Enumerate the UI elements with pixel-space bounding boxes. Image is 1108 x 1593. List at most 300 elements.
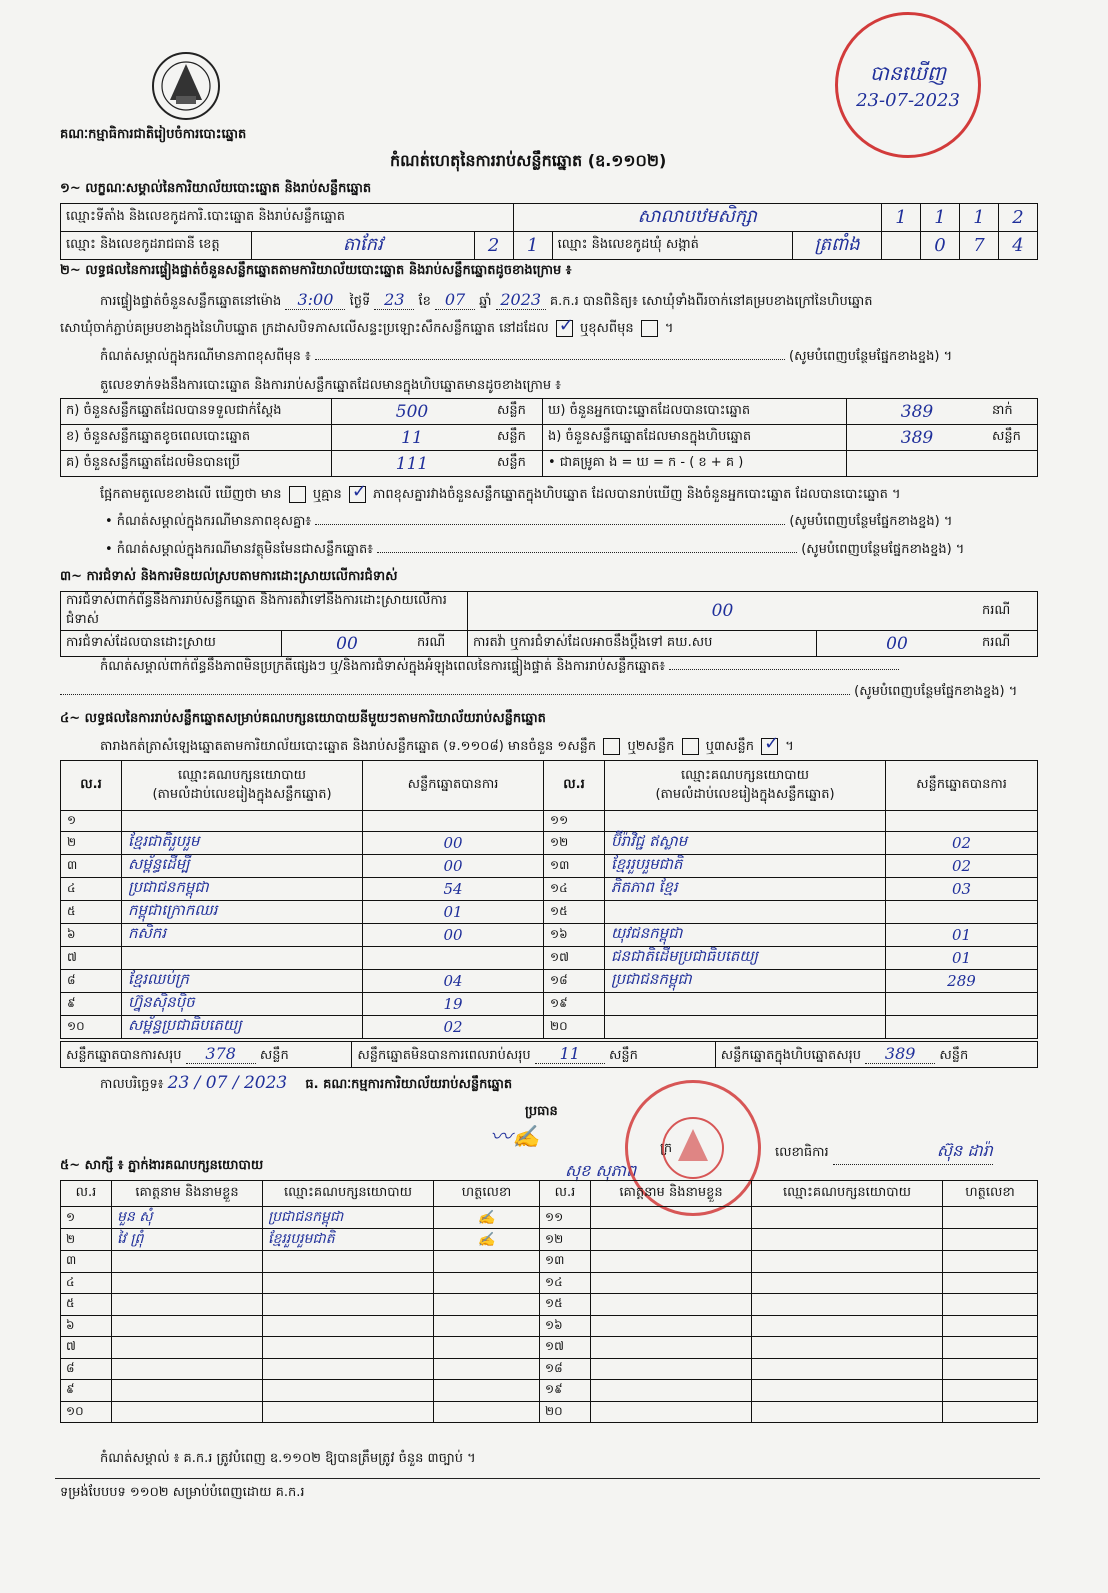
party-name <box>122 811 363 832</box>
bullet1-dots <box>315 524 785 525</box>
total-invalid-unit: សន្លឹក <box>608 1047 638 1063</box>
result-row <box>61 900 1038 923</box>
count-table <box>60 398 1038 477</box>
party-votes <box>363 811 544 832</box>
no-diff-checkbox[interactable] <box>349 486 366 503</box>
province-label: ឈ្មោះ និងលេខកូដរាជធានី ខេត្ត <box>61 232 252 260</box>
stamp-label: បានឃើញ <box>869 60 947 85</box>
col-party-left-title: ឈ្មោះគណបក្សនយោបាយ <box>178 767 306 783</box>
witness-row <box>61 1207 1038 1229</box>
party-name: ជនជាតិដើមប្រជាធិបតេយ្យ <box>605 946 886 969</box>
party-votes: 01 <box>886 923 1038 946</box>
witness-signature <box>434 1401 540 1423</box>
witness-signature <box>943 1315 1038 1337</box>
party-name: យុវជនកម្ពុជា <box>605 923 886 946</box>
witness-no: ១៥ <box>540 1294 591 1316</box>
bullet1-suffix: (សូមបំពេញបន្ថែមផ្នែកខាងខ្នង) ។ <box>789 514 953 529</box>
bullet2-line <box>105 541 964 560</box>
party-name: ប៊ីរ៉ាវិជ្ជ ឥស្លាម <box>605 831 886 854</box>
witness-name <box>591 1315 752 1337</box>
witness-signature <box>434 1294 540 1316</box>
section2-note1 <box>100 348 1050 367</box>
party-votes: 02 <box>363 1015 544 1038</box>
count-right-label: ឃ) ចំនួនអ្នកបោះឆ្នោតដែលបានបោះឆ្នោត <box>543 399 847 425</box>
witness-party <box>263 1294 434 1316</box>
party-votes <box>886 992 1038 1015</box>
opt2-label: ឬ២សន្លឹក <box>627 739 675 754</box>
total-valid-label: សន្លឹកឆ្នោតបានការសរុប <box>66 1047 182 1063</box>
witness-signature <box>434 1380 540 1402</box>
party-no: ១៩ <box>544 992 605 1015</box>
station-table <box>60 203 1038 260</box>
bullet2-suffix: (សូមបំពេញបន្ថែមផ្នែកខាងខ្នង) ។ <box>801 542 965 557</box>
col-party-left <box>122 761 363 811</box>
party-votes: 02 <box>886 831 1038 854</box>
party-votes: 00 <box>363 923 544 946</box>
check-month: 07 <box>435 290 475 310</box>
party-votes: 54 <box>363 877 544 900</box>
witness-no: ១៩ <box>540 1380 591 1402</box>
committee-name: គណៈកម្មាធិការជាតិរៀបចំការបោះឆ្នោត <box>60 127 247 142</box>
count-left-label: ក) ចំនួនសន្លឹកឆ្នោតដែលបានទទួលជាក់ស្តែង <box>61 399 332 425</box>
party-name: ភិតភាព ខ្មែរ <box>605 877 886 900</box>
opt3-label: ឬ៣សន្លឹក <box>705 739 754 754</box>
party-name: កសិករ <box>122 923 363 946</box>
col-party-right-title: ឈ្មោះគណបក្សនយោបាយ <box>681 767 809 783</box>
party-no: ៣ <box>61 854 122 877</box>
result-row <box>61 831 1038 854</box>
same-checkbox[interactable] <box>556 320 573 337</box>
witness-no: ១ <box>61 1207 112 1229</box>
station-code-3: 1 <box>960 204 999 232</box>
party-name: សម្ព័ន្ធប្រជាធិបតេយ្យ <box>122 1015 363 1038</box>
witness-row <box>61 1380 1038 1402</box>
count-right-unit: នាក់ <box>987 399 1038 425</box>
witness-name <box>591 1380 752 1402</box>
section3-note-text: កំណត់សម្គាល់ពាក់ព័ន្ធនឹងភាពមិនប្រក្រតីផ្សេងៗ ឬ/និងការជំទាស់ក្នុងអំឡុងពេលនៃការផ្ទៀងផ្ទាត់ និងការរាប់សន្លឹកឆ្នោត៖ <box>100 659 666 674</box>
witness-party <box>263 1315 434 1337</box>
result-row <box>61 854 1038 877</box>
party-name <box>605 1015 886 1038</box>
count-left-value: 11 <box>332 425 493 451</box>
witness-signature <box>434 1315 540 1337</box>
party-votes <box>886 811 1038 832</box>
bullet1-text: • កំណត់សម្គាល់ក្នុងករណីមានភាពខុសគ្នា៖ <box>105 514 312 529</box>
witness-signature <box>943 1294 1038 1316</box>
party-votes: 289 <box>886 969 1038 992</box>
one-sheet-checkbox[interactable] <box>603 738 620 755</box>
form-title: កំណត់ហេតុនៃការរាប់សន្លឹកឆ្នោត (ឧ.១១០២) <box>390 151 667 170</box>
witness-signature <box>943 1251 1038 1273</box>
objection-count: 00 <box>468 592 978 631</box>
results-table <box>60 760 1038 1039</box>
witness-no: ១១ <box>540 1207 591 1229</box>
witness-party: ខ្មែររួបរួមជាតិ <box>263 1229 434 1251</box>
witness-name <box>112 1272 263 1294</box>
witness-party <box>752 1229 943 1251</box>
party-no: ៨ <box>61 969 122 992</box>
check-time: 3:00 <box>285 290 345 310</box>
bullet2-text: • កំណត់សម្គាល់ក្នុងករណីមានវត្ថុមិនមែនជាសន្លឹកឆ្នោត៖ <box>105 542 373 557</box>
witness-party <box>752 1207 943 1229</box>
total-valid-unit: សន្លឹក <box>259 1047 289 1063</box>
check-year: 2023 <box>496 290 546 310</box>
date-value: 23 / 07 / 2023 <box>167 1073 288 1093</box>
witness-signature <box>943 1380 1038 1402</box>
section2-para3: តួលេខទាក់ទងនឹងការបោះឆ្នោត និងការរាប់សន្លឹកឆ្នោតដែលមានក្នុងហិបឆ្នោតមានដូចខាងក្រោម ៖ <box>100 378 561 393</box>
party-no: ១១ <box>544 811 605 832</box>
date-label: កាលបរិច្ឆេទ៖ <box>100 1077 164 1092</box>
col-votes-left: សន្លឹកឆ្នោតបានការ <box>363 761 544 811</box>
party-votes <box>886 900 1038 923</box>
commune-label: ឈ្មោះ និងលេខកូដឃុំ សង្កាត់ <box>552 232 792 260</box>
witness-signature <box>434 1358 540 1380</box>
appeal-unit: ករណី <box>977 631 1038 657</box>
witness-no: ២០ <box>540 1401 591 1423</box>
witness-signature <box>434 1337 540 1359</box>
witness-name: វៃ ព្រុំ <box>112 1229 263 1251</box>
party-name <box>605 992 886 1015</box>
party-name: សម្ព័ន្ធដើម្បី <box>122 854 363 877</box>
witness-signature <box>943 1401 1038 1423</box>
result-row <box>61 877 1038 900</box>
para4-c: ភាពខុសគ្នារវាងចំនួនសន្លឹកឆ្នោតក្នុងហិបឆ្នោត ដែលបានរាប់ឃើញ និងចំនួនអ្នកបោះឆ្នោត ដែលបានបោះឆ្នោត ។ <box>373 487 901 502</box>
witness-signature <box>943 1229 1038 1251</box>
witness-name <box>112 1294 263 1316</box>
section1-title: ១~ លក្ខណៈសម្គាល់នៃការិយាល័យបោះឆ្នោត និងរាប់សន្លឹកឆ្នោត <box>60 181 372 196</box>
emblem-icon <box>150 50 222 122</box>
witness-name <box>591 1358 752 1380</box>
witness-name <box>112 1401 263 1423</box>
count-left-unit: សន្លឹក <box>492 399 543 425</box>
station-code-2: 1 <box>921 204 960 232</box>
party-votes: 19 <box>363 992 544 1015</box>
witness-party <box>752 1380 943 1402</box>
w-col-party-right: ឈ្មោះគណបក្សនយោបាយ <box>752 1181 943 1207</box>
count-row <box>61 451 1038 477</box>
result-row <box>61 811 1038 832</box>
footnote: កំណត់សម្គាល់ ៖ គ.ក.រ ត្រូវបំពេញ ឧ.១១០២ ឱ្យបានត្រឹមត្រូវ ចំនួន ៣ច្បាប់ ។ <box>100 1451 476 1466</box>
check-day: 23 <box>374 290 414 310</box>
commune-code-2: 7 <box>960 232 999 260</box>
witness-name <box>112 1251 263 1273</box>
footer-divider <box>55 1478 1040 1479</box>
witness-row <box>61 1229 1038 1251</box>
witness-name <box>591 1294 752 1316</box>
w-col-no-left: ល.រ <box>61 1181 112 1207</box>
witness-signature <box>434 1272 540 1294</box>
note1-line <box>315 359 785 360</box>
witness-row <box>61 1337 1038 1359</box>
count-right-value: 389 <box>847 425 988 451</box>
witness-row <box>61 1401 1038 1423</box>
section2-para4 <box>100 486 1050 505</box>
appeal-count: 00 <box>817 631 978 657</box>
witness-no: ៨ <box>61 1358 112 1380</box>
objection-unit: ករណី <box>977 592 1038 631</box>
note1-suffix: (សូមបំពេញបន្ថែមផ្នែកខាងខ្នង) ។ <box>789 349 953 364</box>
w-col-sign-left: ហត្ថលេខា <box>434 1181 540 1207</box>
secretary-label: លេខាធិការ <box>775 1145 829 1160</box>
witness-signature <box>434 1251 540 1273</box>
party-votes: 00 <box>363 831 544 854</box>
count-left-label: ខ) ចំនួនសន្លឹកឆ្នោតខូចពេលបោះឆ្នោត <box>61 425 332 451</box>
witness-name <box>591 1401 752 1423</box>
total-invalid-value: 11 <box>535 1044 605 1064</box>
count-right-value: 389 <box>847 399 988 425</box>
w-col-sign-right: ហត្ថលេខា <box>943 1181 1038 1207</box>
witness-party <box>752 1358 943 1380</box>
witness-signature <box>943 1207 1038 1229</box>
count-left-value: 500 <box>332 399 493 425</box>
blank-cell <box>882 232 921 260</box>
two-sheet-checkbox[interactable] <box>682 738 699 755</box>
party-name: ហ្វ៊ុនស៊ិនប៉ិច <box>122 992 363 1015</box>
witness-no: ១០ <box>61 1401 112 1423</box>
party-name: ខ្មែរជាតិរួបរួម <box>122 831 363 854</box>
witness-table <box>60 1180 1038 1423</box>
witness-name: មួន សុំ <box>112 1207 263 1229</box>
count-right-label: • ជាគម្រូគា ង = ឃ = ក - ( ខ + គ ) <box>543 451 847 477</box>
witness-party <box>752 1401 943 1423</box>
province-code-2: 1 <box>513 232 552 260</box>
party-no: ១២ <box>544 831 605 854</box>
section4-title: ៤~ លទ្ធផលនៃការរាប់សន្លឹកឆ្នោតសម្រាប់គណបក្សនយោបាយនីមួយៗតាមការិយាល័យរាប់សន្លឹកឆ្នោត <box>60 711 546 726</box>
party-no: ៥ <box>61 900 122 923</box>
count-left-label: គ) ចំនួនសន្លឹកឆ្នោតដែលមិនបានប្រើ <box>61 451 332 477</box>
party-name <box>122 946 363 969</box>
para1-lead: ការផ្ទៀងផ្ទាត់ចំនួនសន្លឹកឆ្នោតនៅម៉ោង <box>100 294 282 309</box>
witness-signature <box>943 1358 1038 1380</box>
witness-name <box>591 1272 752 1294</box>
witness-no: ១៨ <box>540 1358 591 1380</box>
witness-party <box>752 1315 943 1337</box>
stamp-date: 23-07-2023 <box>856 89 960 111</box>
witness-name <box>591 1229 752 1251</box>
resolved-label: ការជំទាស់ដែលបានដោះស្រាយ <box>61 631 282 657</box>
witness-no: ១៣ <box>540 1251 591 1273</box>
witness-no: ៩ <box>61 1380 112 1402</box>
result-row <box>61 969 1038 992</box>
witness-row <box>61 1272 1038 1294</box>
witness-signature: ✍ <box>434 1207 540 1229</box>
para4-b: ឬគ្មាន <box>312 487 342 502</box>
w-col-name-right: គោត្តនាម និងនាមខ្លួន <box>591 1181 752 1207</box>
result-row <box>61 1015 1038 1038</box>
party-votes <box>886 1015 1038 1038</box>
party-no: ៤ <box>61 877 122 900</box>
total-valid-value: 378 <box>186 1044 256 1064</box>
day-label: ថ្ងៃទី <box>349 294 371 309</box>
witness-signature <box>943 1337 1038 1359</box>
witness-signature: ✍ <box>434 1229 540 1251</box>
col-no-right: ល.រ <box>544 761 605 811</box>
province-name: តាកែវ <box>252 232 475 260</box>
count-right-value <box>847 451 988 477</box>
party-no: ១៣ <box>544 854 605 877</box>
para4-a: ផ្អែកតាមតួលេខខាងលើ ឃើញថា មាន <box>100 487 282 502</box>
bullet2-dots <box>377 552 797 553</box>
witness-party <box>752 1337 943 1359</box>
total-valid-cell <box>61 1042 352 1068</box>
result-row <box>61 946 1038 969</box>
result-row <box>61 923 1038 946</box>
party-votes <box>363 946 544 969</box>
witness-party: ប្រជាជនកម្ពុជា <box>263 1207 434 1229</box>
col-votes-right: សន្លឹកឆ្នោតបានការ <box>886 761 1038 811</box>
total-box-unit: សន្លឹក <box>939 1047 969 1063</box>
party-votes: 02 <box>886 854 1038 877</box>
date-line <box>100 1073 512 1095</box>
province-code-1: 2 <box>474 232 513 260</box>
three-sheet-checkbox[interactable] <box>761 738 778 755</box>
witness-party <box>263 1251 434 1273</box>
committee-sign-label: ធ. គណៈកម្មការការិយាល័យរាប់សន្លឹកឆ្នោត <box>305 1077 513 1092</box>
member-label: ក្រ <box>660 1141 673 1156</box>
section3-note <box>100 658 899 677</box>
chair-name: សុខ សុភាព <box>565 1161 637 1180</box>
party-no: ១៧ <box>544 946 605 969</box>
section2-para2: សោឃុំចាក់ភ្ជាប់គម្របខាងក្នុងនៃហិបឆ្នោត ក្រដាសបិទភាសលើសន្ទះប្រឡោះសឹកសន្លឹកឆ្នោត នៅដដែល ✓ ឬខុសពីមុន ។ <box>60 320 673 339</box>
witness-row <box>61 1251 1038 1273</box>
witness-party <box>752 1251 943 1273</box>
section3-note-dots2 <box>60 694 850 695</box>
section2-para1 <box>100 290 1050 312</box>
count-right-label: ង) ចំនួនសន្លឹកឆ្នោតដែលមានក្នុងហិបឆ្នោត <box>543 425 847 451</box>
witness-name <box>591 1337 752 1359</box>
section4-intro: តារាងកត់ត្រាសំឡេងឆ្នោតតាមការិយាល័យបោះឆ្នោត និងរាប់សន្លឹកឆ្នោត (ទ.១១០៨) មានចំនួន ១សន្លឹក ឬ២សន្លឹក ឬ៣សន្លឹក ✓ ។ <box>100 738 794 757</box>
party-votes: 01 <box>886 946 1038 969</box>
section3-title: ៣~ ការជំទាស់ និងការមិនយល់ស្របតាមការដោះស្រាយលើការជំទាស់ <box>60 569 398 584</box>
witness-no: ១៦ <box>540 1315 591 1337</box>
total-box-label: សន្លឹកឆ្នោតក្នុងហិបឆ្នោតសរុប <box>720 1047 862 1063</box>
party-no: ៦ <box>61 923 122 946</box>
has-diff-checkbox[interactable] <box>289 486 306 503</box>
witness-party <box>263 1358 434 1380</box>
party-name <box>605 900 886 923</box>
witness-party <box>752 1294 943 1316</box>
resolved-count: 00 <box>282 631 413 657</box>
party-name: ខ្មែររួបរួមជាតិ <box>605 854 886 877</box>
party-no: ៩ <box>61 992 122 1015</box>
witness-name <box>591 1207 752 1229</box>
witness-name <box>112 1380 263 1402</box>
note1-text: កំណត់សម្គាល់ក្នុងករណីមានភាពខុសពីមុន ៖ <box>100 349 311 364</box>
col-party-right-sub: (តាមលំដាប់លេខរៀងក្នុងសន្លឹកឆ្នោត) <box>655 786 835 802</box>
witness-no: ២ <box>61 1229 112 1251</box>
count-row <box>61 425 1038 451</box>
party-votes: 04 <box>363 969 544 992</box>
section3-note-suffix: (សូមបំពេញបន្ថែមផ្នែកខាងខ្នង) ។ <box>854 684 1018 699</box>
secretary-line <box>775 1140 993 1165</box>
party-name: ប្រជាជនកម្ពុជា <box>122 877 363 900</box>
witness-no: ៥ <box>61 1294 112 1316</box>
witness-name <box>591 1251 752 1273</box>
w-col-party-left: ឈ្មោះគណបក្សនយោបាយ <box>263 1181 434 1207</box>
party-name: ខ្មែរឈប់ក្រ <box>122 969 363 992</box>
party-no: ២ <box>61 831 122 854</box>
party-no: ៧ <box>61 946 122 969</box>
intro-text: តារាងកត់ត្រាសំឡេងឆ្នោតតាមការិយាល័យបោះឆ្នោត និងរាប់សន្លឹកឆ្នោត (ទ.១១០៨) មានចំនួន ១សន្លឹក <box>100 739 597 754</box>
station-label: ឈ្មោះទីតាំង និងលេខកូដការិ.បោះឆ្នោត និងរាប់សន្លឹកឆ្នោត <box>61 204 514 232</box>
count-left-value: 111 <box>332 451 493 477</box>
count-left-unit: សន្លឹក <box>492 451 543 477</box>
witness-row <box>61 1294 1038 1316</box>
party-name <box>605 811 886 832</box>
station-name: សាលាបឋមសិក្សា <box>513 204 881 232</box>
para1-tail: គ.ក.រ បានពិនិត្យ៖ សោឃុំទាំងពីរចាក់នៅគម្របខាងក្រៅនៃហិបឆ្នោត <box>549 294 873 309</box>
party-votes: 03 <box>886 877 1038 900</box>
party-no: ១៦ <box>544 923 605 946</box>
party-no: ១០ <box>61 1015 122 1038</box>
witness-row <box>61 1358 1038 1380</box>
total-box-value: 389 <box>865 1044 935 1064</box>
or-not-label: ឬខុសពីមុន <box>579 321 634 336</box>
witness-party <box>263 1380 434 1402</box>
w-col-no-right: ល.រ <box>540 1181 591 1207</box>
witness-no: ១៧ <box>540 1337 591 1359</box>
party-no: ១៨ <box>544 969 605 992</box>
witness-name <box>112 1315 263 1337</box>
section3-note-line2 <box>60 683 1017 702</box>
changed-checkbox[interactable] <box>641 320 658 337</box>
station-code-4: 2 <box>999 204 1038 232</box>
witness-party <box>263 1401 434 1423</box>
year-label: ឆ្នាំ <box>479 294 492 309</box>
section5-title: ៥~ សាក្សី ៖ ភ្នាក់ងារគណបក្សនយោបាយ <box>60 1158 264 1173</box>
month-label: ខែ <box>418 294 431 309</box>
witness-no: ១៤ <box>540 1272 591 1294</box>
count-row <box>61 399 1038 425</box>
witness-no: ៧ <box>61 1337 112 1359</box>
witness-party <box>752 1272 943 1294</box>
section2-title: ២~ លទ្ធផលនៃការផ្ទៀងផ្ទាត់ចំនួនសន្លឹកឆ្នោតតាមការិយាល័យបោះឆ្នោត និងរាប់សន្លឹកឆ្នោតដូចខាងក្រោម ៖ <box>60 263 572 278</box>
bullet1-line <box>105 513 952 532</box>
party-no: ១៤ <box>544 877 605 900</box>
party-no: ២០ <box>544 1015 605 1038</box>
total-invalid-label: សន្លឹកឆ្នោតមិនបានការពេលរាប់សរុប <box>357 1047 531 1063</box>
party-no: ១ <box>61 811 122 832</box>
witness-signature <box>943 1272 1038 1294</box>
objection-label: ការជំទាស់ពាក់ព័ន្ធនឹងការរាប់សន្លឹកឆ្នោត និងការតវ៉ាទៅនឹងការដោះស្រាយលើការជំទាស់ <box>61 592 468 631</box>
official-seal-top <box>835 12 981 158</box>
total-box-cell <box>715 1042 1037 1068</box>
commune-name: ត្រពាំង <box>793 232 882 260</box>
chair-signature: 〰✍ <box>490 1125 540 1150</box>
count-right-unit <box>987 451 1038 477</box>
commune-code-3: 4 <box>999 232 1038 260</box>
witness-party <box>263 1337 434 1359</box>
w-col-name-left: គោត្តនាម និងនាមខ្លួន <box>112 1181 263 1207</box>
footer-note: ទម្រង់បែបបទ ១១០២ សម្រាប់បំពេញដោយ គ.ក.រ <box>60 1485 305 1500</box>
para2-text: សោឃុំចាក់ភ្ជាប់គម្របខាងក្នុងនៃហិបឆ្នោត ក្រដាសបិទភាសលើសន្ទះប្រឡោះសឹកសន្លឹកឆ្នោត នៅដដែល <box>60 321 549 336</box>
resolved-unit: ករណី <box>412 631 468 657</box>
col-party-left-sub: (តាមលំដាប់លេខរៀងក្នុងសន្លឹកឆ្នោត) <box>152 786 332 802</box>
witness-row <box>61 1315 1038 1337</box>
witness-no: ១២ <box>540 1229 591 1251</box>
col-no-left: ល.រ <box>61 761 122 811</box>
count-right-unit: សន្លឹក <box>987 425 1038 451</box>
party-no: ១៥ <box>544 900 605 923</box>
party-votes: 01 <box>363 900 544 923</box>
party-name: កម្ពុជាក្រោកឈរ <box>122 900 363 923</box>
witness-name <box>112 1358 263 1380</box>
witness-name <box>112 1337 263 1359</box>
station-code-1: 1 <box>882 204 921 232</box>
party-name: ប្រជាជនកម្ពុជា <box>605 969 886 992</box>
party-votes: 00 <box>363 854 544 877</box>
count-left-unit: សន្លឹក <box>492 425 543 451</box>
